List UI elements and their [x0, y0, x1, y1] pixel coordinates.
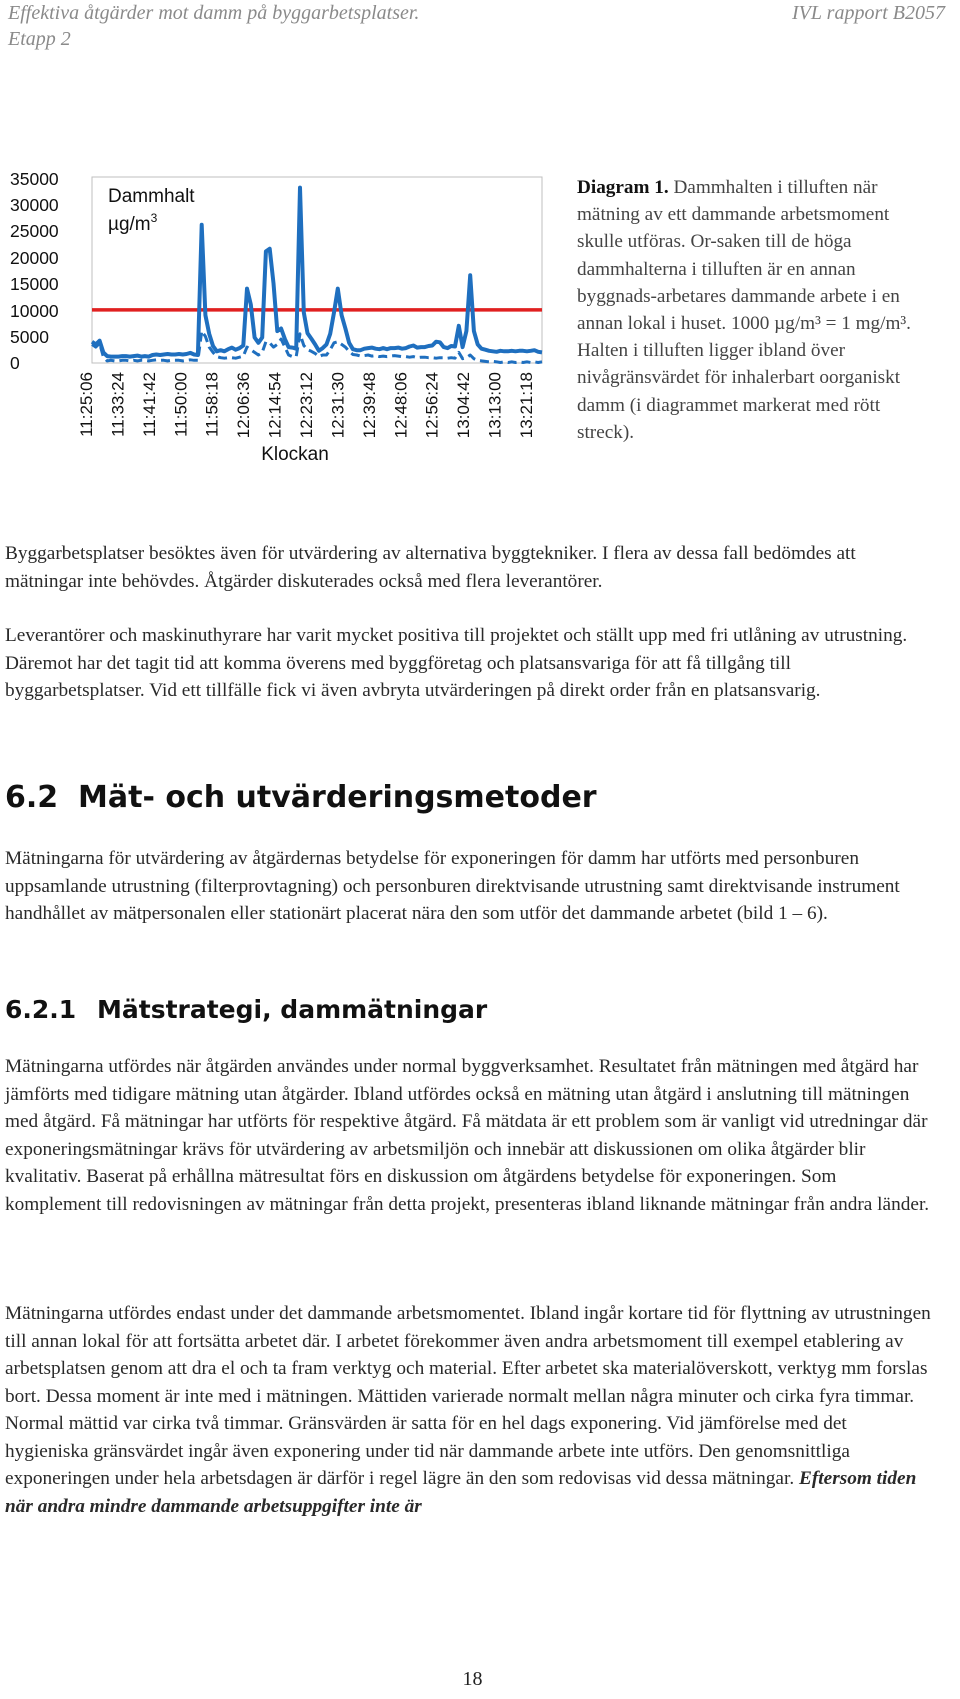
y-unit-sup: 3: [150, 211, 158, 225]
y-tick-label: 15000: [10, 274, 59, 294]
x-tick-label: 13:13:00: [485, 372, 505, 439]
y-tick-label: 20000: [10, 248, 59, 268]
paragraph-1: Byggarbetsplatser besöktes även för utvärdering av alternativa byggtekniker. I flera av dessa fall bedömdes att mätningar inte behövdes. Åtgärder diskuterades också med flera leverantörer.: [5, 543, 856, 592]
page-number: 18: [462, 1668, 483, 1690]
section-title: Mät- och utvärderingsmetoder: [78, 780, 597, 815]
paragraph-4: Mätningarna utfördes när åtgärden användes under normal byggverksamhet. Resultatet från mätningen med åtgärd har jämförts med tidigare mätning utan åtgärder. Ibland utfördes också en mätning utan åtgärd i anslutning till mätningen med åtgärd. Få mätningar har utförts för respektive åtgärd. Få mätdata är ett problem som är vanligt vid utredningar där exponeringsmätningar krävs för utvärdering av arbetsmiljön och innebär att diskussionen om olika åtgärder blir kvalitativ. Baserat på erhållna mätresultat förs en diskussion om åtgärdens betydelse för exponeringen. Som komplement till redovisningen av mätningar från detta projekt, presenteras ibland liknande mätningar från andra länder.: [5, 1056, 930, 1215]
dust-concentration-chart: [0, 160, 555, 520]
series-line-solid: [92, 188, 542, 357]
running-header-title: [8, 0, 428, 52]
running-header-title-line1: Effektiva åtgärder mot damm på byggarbetsplatser.: [8, 2, 420, 24]
caption-text: Dammhalten i tilluften när mätning av ett dammande arbetsmoment skulle utföras. Or-saken till de höga dammhalterna i tilluften är en annan byggnads-arbetares dammande arbete i en annan lokal i huset. 1000 µg/m³ = 1 mg/m³. Halten i tilluften ligger ibland över nivågränsvärdet för inhalerbart oorganiskt damm (i diagrammet markerat med rött streck).: [577, 177, 911, 443]
x-tick-label: 12:14:54: [265, 372, 285, 439]
x-tick-label: 12:31:30: [328, 372, 348, 439]
y-unit-label-line1: Dammhalt: [108, 186, 195, 207]
subsection-number: 6.2.1: [5, 995, 77, 1024]
x-tick-label: 12:48:06: [391, 372, 411, 439]
paragraph-2: Leverantörer och maskinuthyrare har varit mycket positiva till projektet och ställt upp med fri utlåning av utrustning. Däremot har det tagit tid att komma överens med byggföretag och platsansvariga för att få tillgång till byggarbetsplatser. Vid ett tillfälle fick vi även avbryta utvärderingen på direkt order från en platsansvarig.: [5, 625, 908, 701]
y-tick-label: 35000: [10, 169, 59, 189]
y-tick-label: 30000: [10, 195, 59, 215]
y-axis-tick-labels: [10, 169, 59, 373]
figure-caption: [577, 174, 937, 446]
y-tick-label: 0: [10, 353, 20, 373]
running-header-title-line2: Etapp 2: [8, 28, 71, 50]
x-tick-label: 12:23:12: [297, 372, 316, 439]
x-tick-label: 13:21:18: [517, 372, 536, 439]
paragraph-3: Mätningarna för utvärdering av åtgärdernas betydelse för exponeringen för damm har utförts med personburen uppsamlande utrustning (filterprovtagning) och personburen direktvisande utrustning samt direktvisande instrument handhållet av mätpersonalen eller stationärt placerat nära den som utför det dammande arbetet (bild 1 – 6).: [5, 848, 900, 924]
x-tick-label: 12:06:36: [234, 372, 254, 439]
x-axis-tick-labels: [77, 372, 536, 438]
y-tick-label: 25000: [10, 221, 59, 241]
running-header-report-id: IVL rapport B2057: [792, 2, 945, 24]
x-tick-label: 12:56:24: [422, 372, 442, 439]
caption-label: Diagram 1.: [577, 177, 669, 198]
subsection-title: Mätstrategi, dammätningar: [97, 995, 488, 1024]
paragraph-5-text: Mätningarna utfördes endast under det dammande arbetsmomentet. Ibland ingår kortare tid för flyttning av utrustningen till annan lokal för att fortsätta arbetet där. I arbetet förekommer även andra arbetsmoment till exempel etablering av arbetsplatsen genom att dra el och ta fram verktyg och material. Efter arbetet ska materialöverskott, verktyg mm forslas bort. Dessa moment är inte med i mätningen. Mättiden varierade normalt mellan några minuter och cirka fyra timmar. Normal mättid var cirka två timmar. Gränsvärden är satta för en hel dags exponering. Vid jämförelse med det hygieniska gränsvärdet ingår även exponering under tid när dammande arbete inte utförs. Den genomsnittliga exponeringen under hela arbetsdagen är därför i regel lägre än den som redovisas vid dessa mätningar.: [5, 1303, 931, 1489]
x-axis-title: Klockan: [261, 444, 329, 465]
y-unit-label-line2: [108, 211, 158, 235]
x-tick-label: 13:04:42: [454, 372, 474, 439]
x-tick-label: 11:41:42: [139, 372, 159, 437]
x-tick-label: 11:33:24: [108, 372, 128, 437]
paragraph-5-emphasis: Eftersom tiden när andra mindre dammande arbetsuppgifter inte är: [5, 1468, 917, 1517]
y-tick-label: 5000: [10, 327, 49, 347]
x-tick-label: 12:39:48: [359, 372, 379, 439]
y-unit-text: µg/m: [108, 214, 151, 235]
section-heading-6-2: [5, 780, 597, 815]
x-tick-label: 11:58:18: [202, 372, 222, 437]
section-heading-6-2-1: [5, 995, 487, 1024]
paragraph-5: [5, 1300, 935, 1520]
section-number: 6.2: [5, 780, 59, 815]
x-tick-label: 11:25:06: [77, 372, 96, 437]
y-tick-label: 10000: [10, 301, 59, 321]
x-tick-label: 11:50:00: [171, 372, 191, 437]
